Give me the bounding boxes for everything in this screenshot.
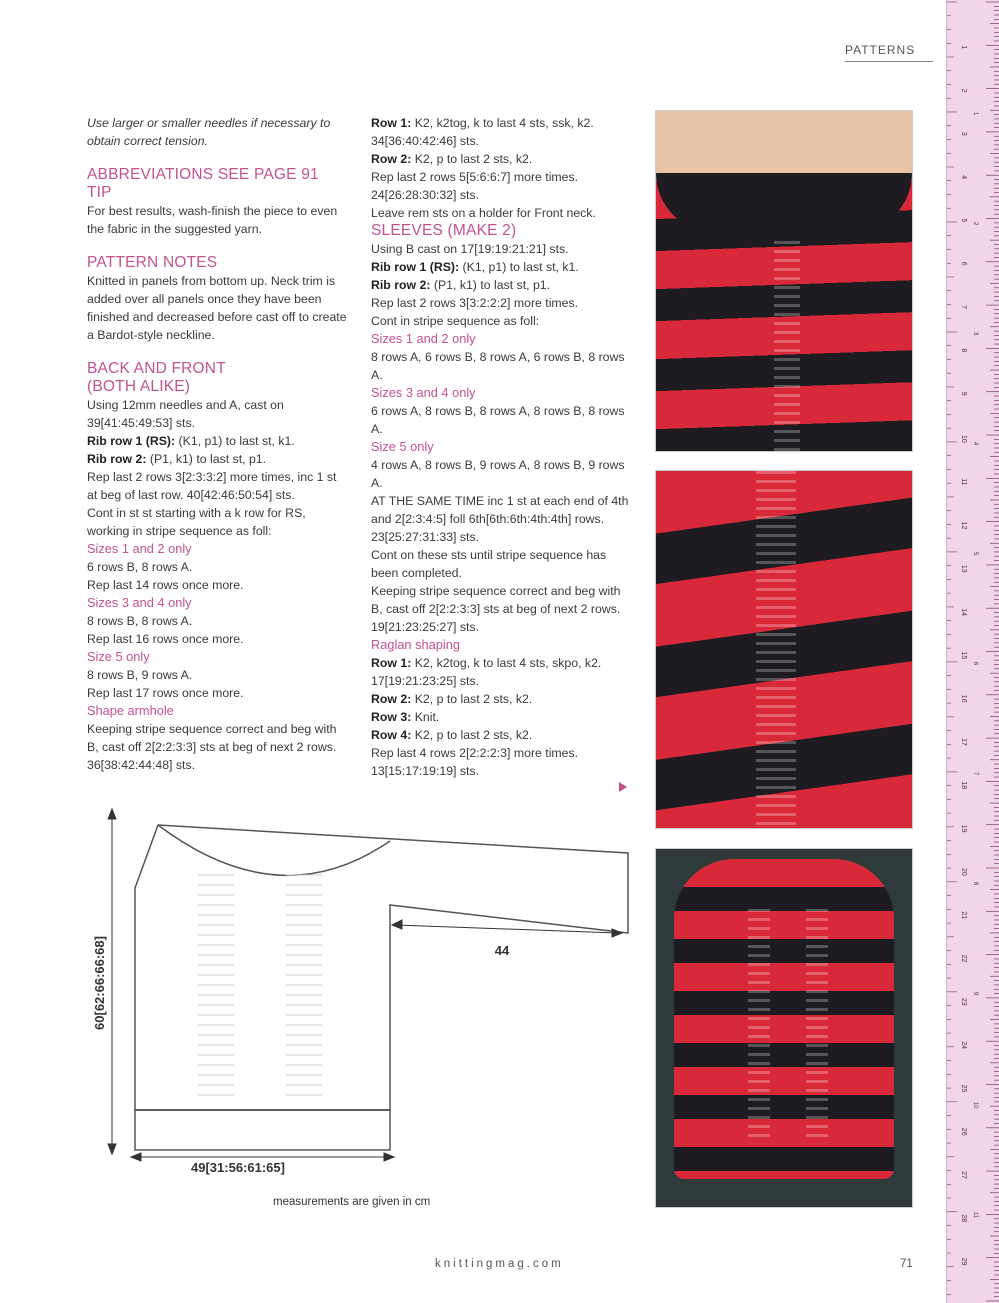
sleeve-rib-row-1-text: (K1, p1) to last st, k1. <box>459 260 579 274</box>
size-5-text-b: Rep last 17 rows once more. <box>87 686 244 700</box>
sleeve-rib-row-2-text: (P1, k1) to last st, p1. <box>430 278 551 292</box>
dec-row-2-label: Row 2: <box>371 152 412 166</box>
sizes-1-2-text-b: Rep last 14 rows once more. <box>87 578 244 592</box>
ruler-cm-label: 23 <box>960 997 967 1006</box>
column-2 <box>371 114 633 780</box>
raglan-rep-text: Rep last 4 rows 2[2:2:2:3] more times. 13[15:17:19:19] sts. <box>371 746 579 778</box>
ruler-inch-label: 5 <box>972 551 978 556</box>
abbreviations-heading: ABBREVIATIONS SEE PAGE 91 <box>87 166 319 183</box>
height-arrow-bottom <box>108 1144 116 1154</box>
sleeve-sizes-3-4-heading: Sizes 3 and 4 only <box>371 385 476 400</box>
ruler-cm-label: 22 <box>960 954 967 963</box>
ruler-cm-label: 10 <box>960 435 967 443</box>
raglan-row-3-label: Row 3: <box>371 710 412 724</box>
ruler-inch-label: 6 <box>972 661 978 666</box>
sweater-photo-back <box>655 848 913 1208</box>
size-5-text-a: 8 rows B, 9 rows A. <box>87 668 193 682</box>
ruler-ticks <box>947 0 999 1303</box>
sizes-3-4-text-b: Rep last 16 rows once more. <box>87 632 244 646</box>
rib-row-1-text: (K1, p1) to last st, k1. <box>175 434 295 448</box>
neckline-shape <box>656 173 912 233</box>
ruler-cm-label: 14 <box>960 608 967 616</box>
ruler-cm-label: 9 <box>960 391 967 396</box>
ruler-inch-label: 2 <box>972 221 978 226</box>
ruler-cm-label: 28 <box>960 1214 967 1223</box>
ruler-cm-label: 5 <box>960 218 967 223</box>
rep-dec-text: Rep last 2 rows 5[5:6:6:7] more times. 24[26:28:30:32] sts. <box>371 170 579 202</box>
sleeve-size-5-heading: Size 5 only <box>371 439 434 454</box>
section-label: PATTERNS <box>845 43 916 57</box>
back-front-subheading: (BOTH ALIKE) <box>87 378 191 395</box>
ruler-cm-label: 20 <box>960 868 967 876</box>
ruler-cm-label: 29 <box>960 1257 967 1266</box>
raglan-row-1-text: K2, k2tog, k to last 4 sts, skpo, k2. 17[19:21:23:25] sts. <box>371 656 602 688</box>
dec-row-2-text: K2, p to last 2 sts, k2. <box>411 152 533 166</box>
raglan-row-4-label: Row 4: <box>371 728 412 742</box>
ruler-cm-label: 8 <box>960 348 967 353</box>
ruler-cm-label: 26 <box>960 1127 967 1136</box>
sweater-photo-front <box>655 110 913 452</box>
sweater-outline <box>135 825 628 1110</box>
dec-row-1-text: K2, k2tog, k to last 4 sts, ssk, k2. 34[36:40:42:46] sts. <box>371 116 594 148</box>
footer-url: knittingmag.com <box>435 1258 564 1270</box>
ruler-cm-label: 4 <box>960 175 967 180</box>
ruler-cm-label: 18 <box>960 781 967 790</box>
ruler-inch-label: 9 <box>972 991 978 996</box>
dec-row-1 <box>371 114 633 150</box>
intro-note: Use larger or smaller needles if necessary to obtain correct tension. <box>87 116 331 148</box>
sleeve-dimension-line <box>396 925 618 933</box>
ruler-cm-label: 24 <box>960 1041 967 1049</box>
sleeve-sizes-1-2-heading: Sizes 1 and 2 only <box>371 331 476 346</box>
dec-row-2 <box>371 150 633 168</box>
raglan-row-2 <box>371 690 633 708</box>
sweater-back-shape <box>674 859 894 1179</box>
sleeve-sizes-3-4-text: 6 rows A, 8 rows B, 8 rows A, 8 rows B, 8 rows A. <box>371 404 625 436</box>
ruler-cm-label: 17 <box>960 738 967 746</box>
rib-band <box>135 1110 390 1150</box>
stripe-intro-text: Cont in st st starting with a k row for RS, working in stripe sequence as foll: <box>87 506 306 538</box>
sizes-3-4-text-a: 8 rows B, 8 rows A. <box>87 614 193 628</box>
ruler-cm-label: 7 <box>960 305 967 310</box>
continue-arrow-icon <box>619 782 627 792</box>
ruler-cm-label: 13 <box>960 564 967 573</box>
sizes-1-2-text-a: 6 rows B, 8 rows A. <box>87 560 193 574</box>
ladder-detail <box>756 471 796 828</box>
sleeve-size-5-text: 4 rows A, 8 rows B, 9 rows A, 8 rows B, 9 rows A. <box>371 458 625 490</box>
sleeve-sizes-1-2-text: 8 rows A, 6 rows B, 8 rows A, 6 rows B, 8 rows A. <box>371 350 625 382</box>
rep-rows-text: Rep last 2 rows 3[2:3:3:2] more times, inc 1 st at beg of last row. 40[42:46:50:54] sts. <box>87 470 337 502</box>
raglan-row-2-text: K2, p to last 2 sts, k2. <box>411 692 533 706</box>
ruler-cm-label: 16 <box>960 694 967 703</box>
rib-row-2 <box>87 450 349 468</box>
height-arrow-top <box>108 809 116 819</box>
ruler-cm-label: 6 <box>960 261 967 266</box>
armhole-text: Keeping stripe sequence correct and beg with B, cast off 2[2:2:3:3] sts at beg of next 2 rows. 36[38:42:44:48] sts. <box>87 722 337 772</box>
sizes-1-2-heading: Sizes 1 and 2 only <box>87 541 192 556</box>
raglan-row-1 <box>371 654 633 690</box>
rib-row-1 <box>87 432 349 450</box>
column-1 <box>87 114 349 774</box>
tip-section <box>87 184 349 238</box>
ruler-cm-label: 3 <box>960 131 967 136</box>
tip-text: For best results, wash-finish the piece to even the fabric in the suggested yarn. <box>87 204 338 236</box>
rib-row-2-text: (P1, k1) to last st, p1. <box>146 452 267 466</box>
ruler-cm-label: 25 <box>960 1084 967 1093</box>
dec-row-1-label: Row 1: <box>371 116 412 130</box>
ruler-inch-label: 1 <box>972 111 978 116</box>
sleeve-rib-row-1-label: Rib row 1 (RS): <box>371 260 460 274</box>
rib-row-1-label: Rib row 1 (RS): <box>87 434 176 448</box>
ruler-inch-label: 7 <box>972 771 978 776</box>
ruler-cm-label: 15 <box>960 651 967 660</box>
ladder-detail <box>748 909 770 1139</box>
width-arrow-right <box>384 1153 394 1161</box>
ladder-detail <box>774 241 800 451</box>
sleeve-stripe-intro: Cont in stripe sequence as foll: <box>371 314 540 328</box>
width-label: 49[31:56:61:65] <box>191 1160 285 1175</box>
sleeve-length-label: 44 <box>494 943 510 958</box>
ruler-cm-label: 27 <box>960 1171 967 1179</box>
sleeve-arrow-right <box>612 929 622 937</box>
ruler-inch-label: 4 <box>972 441 978 446</box>
sizes-3-4-heading: Sizes 3 and 4 only <box>87 595 192 610</box>
sleeve-rep-text: Rep last 2 rows 3[3:2:2:2] more times. <box>371 296 579 310</box>
header-rule <box>845 61 933 62</box>
armhole-heading: Shape armhole <box>87 703 174 718</box>
raglan-row-2-label: Row 2: <box>371 692 412 706</box>
ruler-inch-label: 11 <box>972 1211 978 1219</box>
width-arrow-left <box>131 1153 141 1161</box>
sleeve-rib-row-2-label: Rib row 2: <box>371 278 431 292</box>
back-front-heading: BACK AND FRONT <box>87 360 226 377</box>
raglan-row-4 <box>371 726 633 744</box>
tip-heading: TIP <box>87 184 112 201</box>
raglan-row-4-text: K2, p to last 2 sts, k2. <box>411 728 533 742</box>
ruler-cm-label: 21 <box>960 911 967 920</box>
measuring-ruler <box>946 0 999 1303</box>
ruler-cm-label: 11 <box>960 478 967 486</box>
size-5-heading: Size 5 only <box>87 649 150 664</box>
ruler-cm-label: 1 <box>960 45 967 50</box>
hair-shape <box>656 111 912 181</box>
ladder-columns <box>198 875 322 1095</box>
rib-row-2-label: Rib row 2: <box>87 452 147 466</box>
raglan-row-3 <box>371 708 633 726</box>
sleeve-arrow-left <box>392 920 402 929</box>
same-time-text: AT THE SAME TIME inc 1 st at each end of 4th and 2[2:3:4:5] foll 6th[6th:6th:4th:4th] rows. 23[25:27:31:33] sts. <box>371 494 629 544</box>
sleeve-cast-on-text: Using B cast on 17[19:19:21:21] sts. <box>371 242 569 256</box>
back-front-section <box>87 360 349 774</box>
raglan-row-3-text: Knit. <box>411 710 440 724</box>
sleeve-cast-off-text: Keeping stripe sequence correct and beg with B, cast off 2[2:2:3:3] sts at beg of next 2 rows. 19[21:23:25:27] sts. <box>371 584 621 634</box>
ladder-detail <box>806 909 828 1139</box>
diagram-caption: measurements are given in cm <box>273 1196 431 1208</box>
cast-on-text: Using 12mm needles and A, cast on 39[41:45:49:53] sts. <box>87 398 284 430</box>
page-number: 71 <box>900 1258 913 1270</box>
ruler-inch-label: 3 <box>972 331 978 336</box>
raglan-heading: Raglan shaping <box>371 637 460 652</box>
ruler-cm-label: 12 <box>960 521 967 530</box>
schematic-diagram <box>80 805 640 1195</box>
pattern-notes-text: Knitted in panels from bottom up. Neck trim is added over all panels once they have been finished and decreased before cast off to create a Bardot-style neckline. <box>87 274 347 342</box>
cont-text: Cont on these sts until stripe sequence has been completed. <box>371 548 607 580</box>
ruler-cm-label: 2 <box>960 88 967 93</box>
sweater-photo-sleeve-detail <box>655 470 913 829</box>
sleeve-rib-row-1 <box>371 258 633 276</box>
holder-text: Leave rem sts on a holder for Front neck. <box>371 206 596 220</box>
sleeve-rib-row-2 <box>371 276 633 294</box>
height-label: 60[62:66:66:68] <box>92 936 107 1030</box>
ruler-inch-label: 8 <box>972 881 978 886</box>
ruler-cm-label: 19 <box>960 824 967 833</box>
raglan-row-1-label: Row 1: <box>371 656 412 670</box>
ruler-inch-label: 10 <box>972 1101 978 1109</box>
sleeves-heading: SLEEVES (MAKE 2) <box>371 222 517 239</box>
pattern-notes-section <box>87 254 349 344</box>
pattern-notes-heading: PATTERN NOTES <box>87 254 218 271</box>
